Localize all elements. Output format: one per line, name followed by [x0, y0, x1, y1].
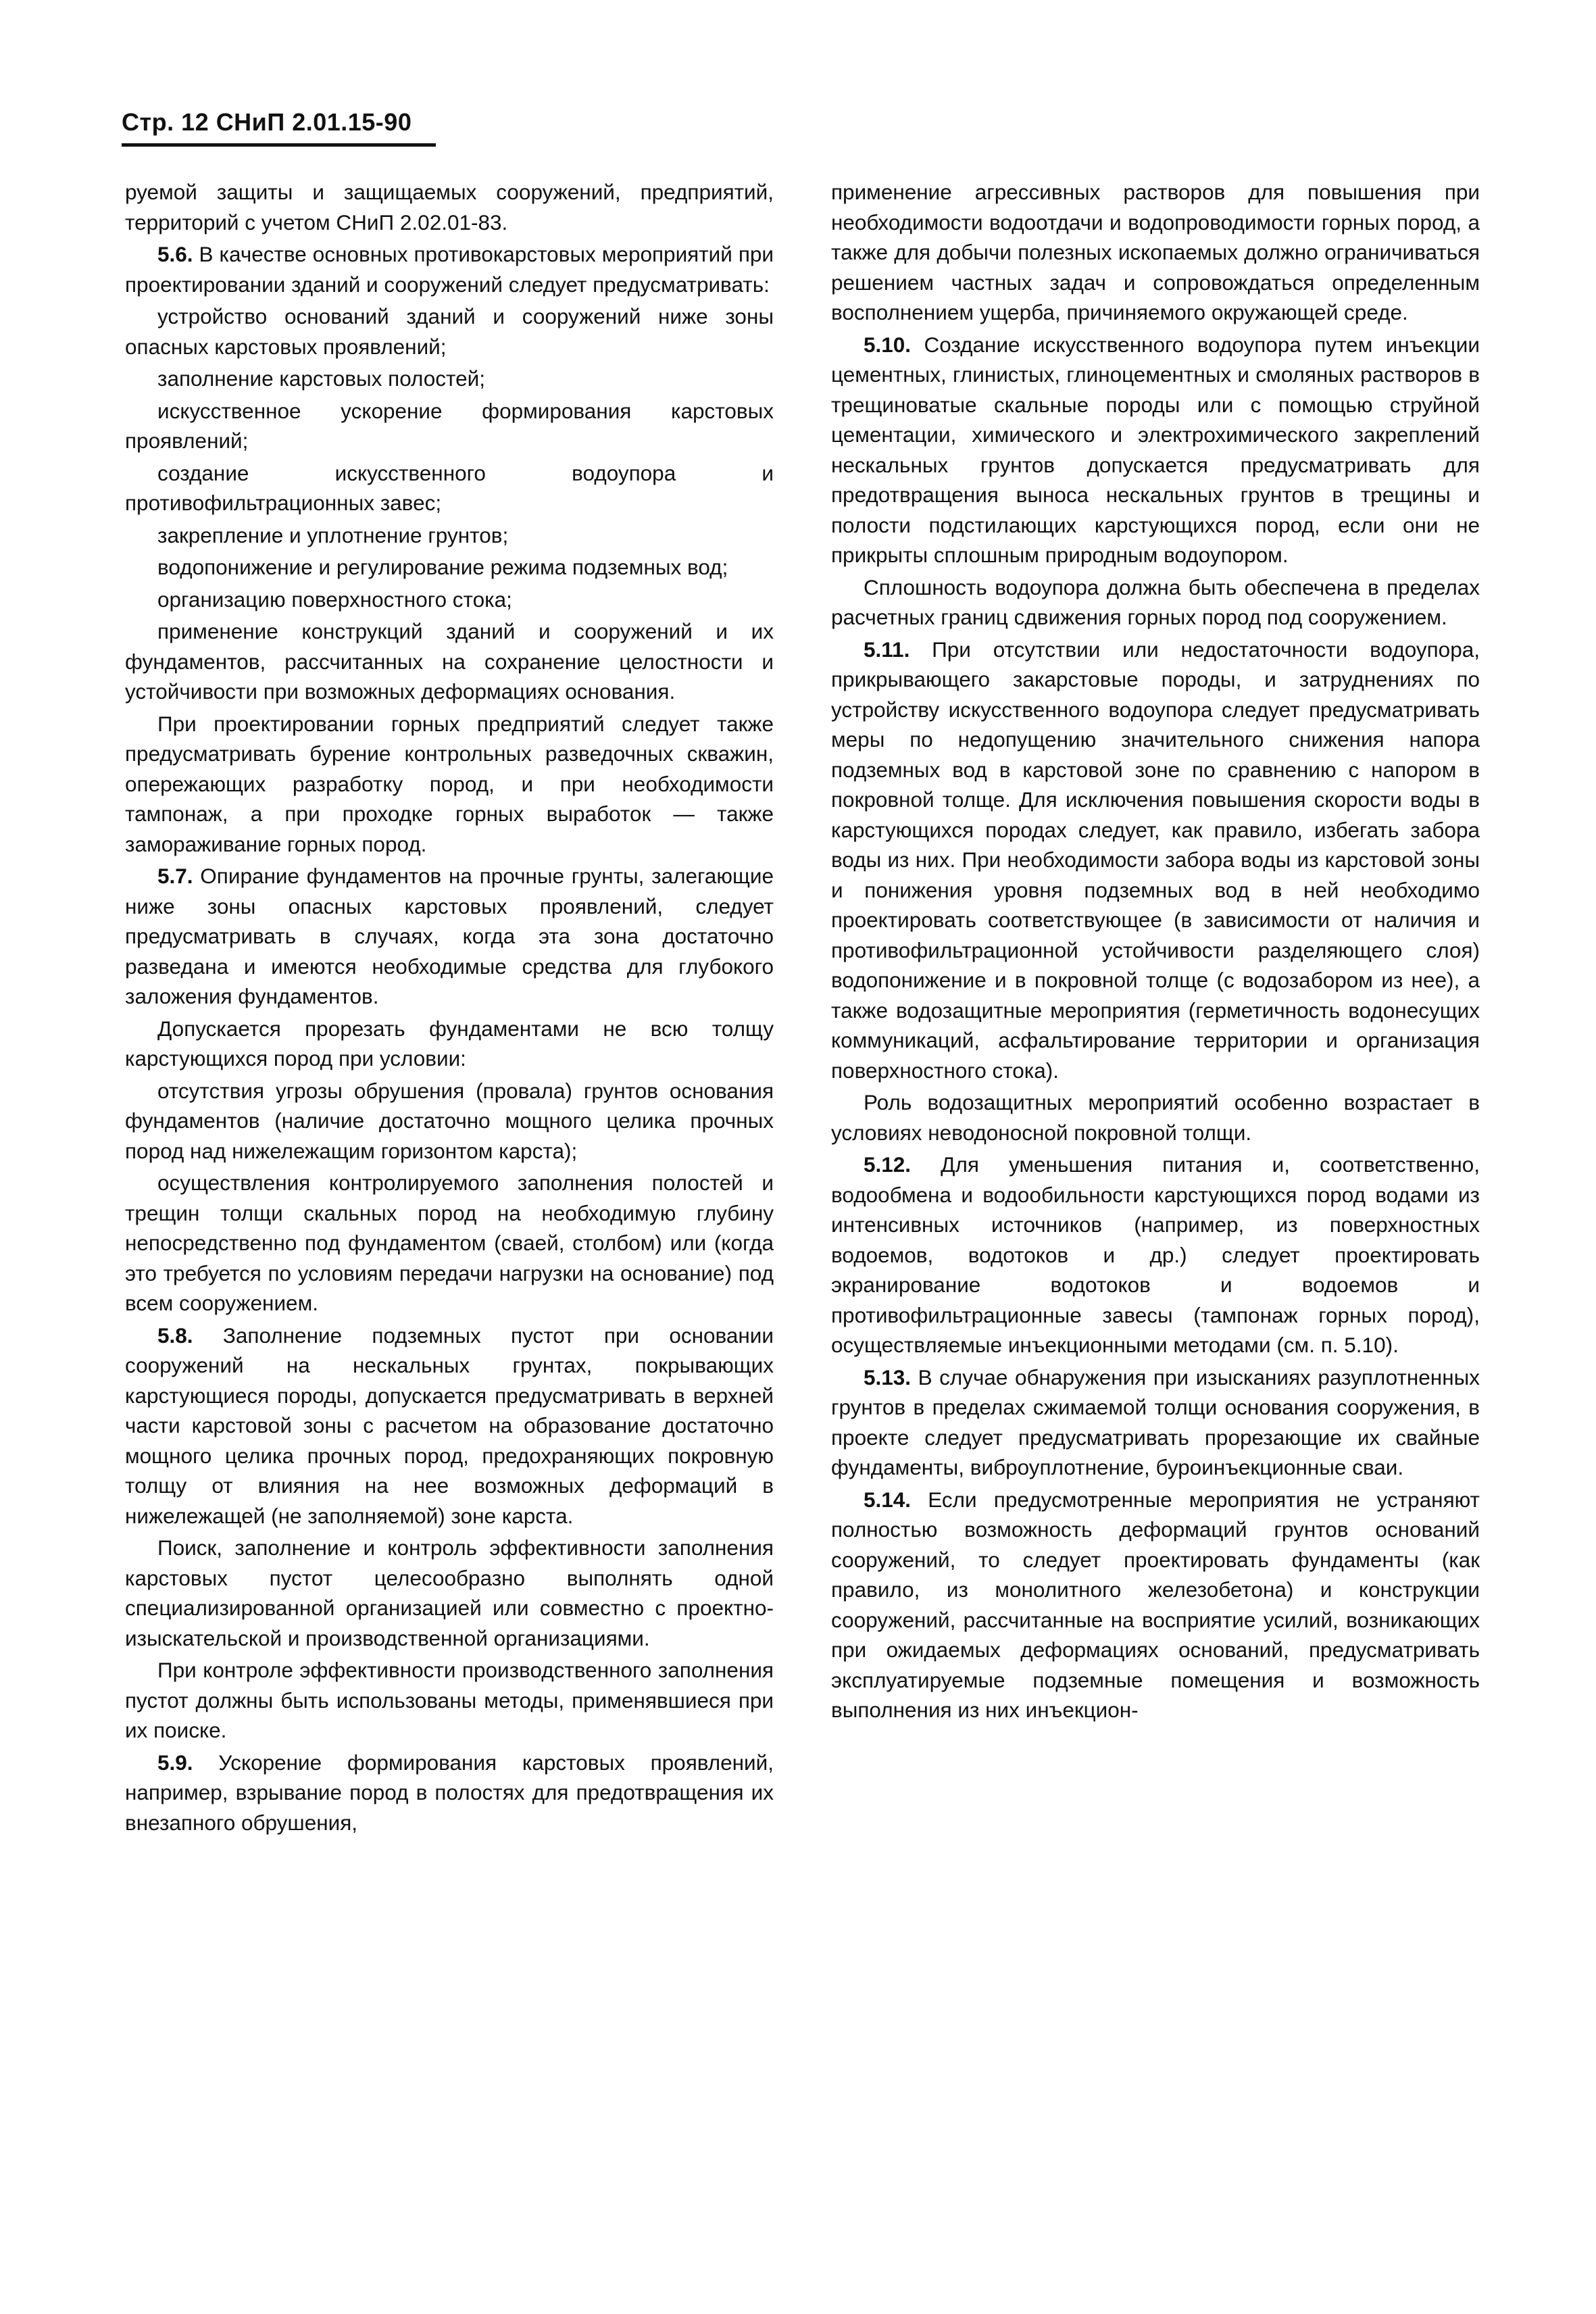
paragraph — [831, 1150, 1480, 1360]
paragraph — [125, 1076, 774, 1166]
paragraph — [125, 585, 774, 615]
page-header — [122, 108, 412, 137]
clause-number: 5.8. — [157, 1323, 193, 1348]
paragraph — [831, 330, 1480, 570]
paragraph-text: Роль водозащитных мероприятий особенно возрастает в условиях неводоносной покровной толщи. — [831, 1090, 1480, 1145]
paragraph — [125, 709, 774, 860]
paragraph-text: применение агрессивных растворов для повышения при необходимости водоотдачи и водопроводимости горных пород, а также для добычи полезных ископаемых должно ограничиваться решением частных задач и сопровождаться определенным восполнением ущерба, причиняемого окружающей среде. — [831, 180, 1480, 324]
paragraph — [831, 177, 1480, 328]
paragraph-text: закрепление и уплотнение грунтов; — [157, 522, 509, 547]
clause-number: 5.14. — [864, 1487, 912, 1512]
clause-number: 5.9. — [157, 1750, 193, 1775]
paragraph-text: Поиск, заполнение и контроль эффективности заполнения карстовых пустот целесообразно выполнять одной специализированной организацией или совместно с проектно-изыскательской и производственной организациями. — [125, 1535, 774, 1650]
paragraph — [831, 635, 1480, 1086]
clause-number: 5.6. — [157, 242, 193, 266]
paragraph-text: Сплошность водоупора должна быть обеспечена в пределах расчетных границ сдвижения горных пород под сооружением. — [831, 574, 1480, 629]
paragraph — [831, 1485, 1480, 1725]
paragraph — [125, 861, 774, 1012]
paragraph-text: Допускается прорезать фундаментами не всю толщу карстующихся пород при условии: — [125, 1016, 774, 1070]
paragraph-text: применение конструкций зданий и сооружений и их фундаментов, рассчитанных на сохранение целостности и устойчивости при возможных деформациях основания. — [125, 619, 774, 704]
paragraph-text: При проектировании горных предприятий следует также предусматривать бурение контрольных разведочных скважин, опережающих разработку пород, и при необходимости тампонаж, а при проходке горных выработок — также замораживание горных пород. — [125, 711, 774, 856]
paragraph — [125, 1655, 774, 1746]
paragraph-text: водопонижение и регулирование режима подземных вод; — [157, 555, 728, 579]
paragraph-text: осуществления контролируемого заполнения полостей и трещин толщи скальных пород на необходимую глубину непосредственно под фундаментом (свaей, столбом) или (когда это требуется по условиям передачи нагрузки на основание) под всем сооружением. — [125, 1171, 774, 1315]
paragraph-text: При контроле эффективности производственного заполнения пустот должны быть использованы методы, применявшиеся при их поиске. — [125, 1658, 774, 1742]
paragraph — [125, 1533, 774, 1653]
document-code: СНиП 2.01.15-90 — [216, 108, 412, 136]
header-rule — [122, 143, 436, 147]
right-column — [831, 177, 1480, 1727]
paragraph-text: В качестве основных противокарстовых мероприятий при проектировании зданий и сооружений следует предусматривать: — [125, 242, 774, 297]
paragraph — [125, 616, 774, 707]
paragraph — [125, 552, 774, 583]
paragraph — [125, 1748, 774, 1838]
paragraph-text: При отсутствии или недостаточности водоупора, прикрывающего закарстовые породы, и затруднениях по устройству искусственного водоупора следует предусматривать меры по недопущению значительного снижения напора подземных вод в карстовой зоне по сравнению с напором в покровной толще. Для исключения повышения скорости воды в карстующихся породах следует, как правило, избегать забора воды из них. При необходимости забора воды из карстовой зоны и понижения уровня подземных вод в ней необходимо проектировать соответствующее (в зависимости от наличия и противофильтрационной устойчивости разделяющего слоя) водопонижение и в покровной толще (с водозабором из нее), а также водозащитные мероприятия (герметичность водонесущих коммуникаций, асфальтирование территории и организация поверхностного стока). — [831, 637, 1480, 1083]
paragraph-text: Создание искусственного водоупора путем инъекции цементных, глинистых, глиноцементных и смоляных растворов в трещиноватые скальные породы или с помощью струйной цементации, химического и электрохимического закреплений нескальных грунтов допускается предусматривать для предотвращения выноса нескальных грунтов в трещины и полости подстилающих карстующихся пород, если они не прикрыты сплошным природным водоупором. — [831, 332, 1480, 567]
paragraph — [831, 1362, 1480, 1483]
paragraph — [125, 364, 774, 394]
paragraph-text: создание искусственного водоупора и противофильтрационных завес; — [125, 460, 774, 515]
paragraph — [831, 1087, 1480, 1148]
page-number: Стр. 12 — [122, 108, 209, 136]
clause-number: 5.12. — [864, 1152, 912, 1177]
paragraph-text: Если предусмотренные мероприятия не устраняют полностью возможность деформаций грунтов оснований сооружений, то следует проектировать фундаменты (как правило, из монолитного железобетона) и конструкции сооружений, рассчитанные на восприятие усилий, возникающих при ожидаемых деформациях оснований, предусматривать эксплуатируемые подземные помещения и возможность выполнения из них инъекцион- — [831, 1487, 1480, 1722]
paragraph-text: Опирание фундаментов на прочные грунты, залегающие ниже зоны опасных карстовых проявлений, следует предусматривать в случаях, когда эта зона достаточно разведана и имеются необходимые средства для глубокого заложения фундаментов. — [125, 864, 774, 1008]
paragraph-text: руемой защиты и защищаемых сооружений, предприятий, территорий с учетом СНиП 2.02.01-83. — [125, 180, 774, 235]
paragraph — [125, 458, 774, 518]
paragraph — [125, 301, 774, 362]
paragraph-text: устройство оснований зданий и сооружений ниже зоны опасных карстовых проявлений; — [125, 304, 774, 359]
paragraph — [125, 396, 774, 456]
paragraph — [125, 239, 774, 299]
paragraph-text: В случае обнаружения при изысканиях разуплотненных грунтов в пределах сжимаемой толщи основания сооружения, в проекте следует предусматривать прорезающие их свайные фундаменты, виброуплотнение, буроинъекционные сваи. — [831, 1364, 1480, 1479]
clause-number: 5.7. — [157, 864, 193, 888]
paragraph-text: организацию поверхностного стока; — [157, 587, 512, 612]
paragraph-text: заполнение карстовых полостей; — [157, 366, 485, 391]
clause-number: 5.13. — [864, 1364, 912, 1389]
paragraph — [125, 1014, 774, 1074]
left-column — [125, 177, 774, 1840]
paragraph-text: отсутствия угрозы обрушения (провала) грунтов основания фундаментов (наличие достаточно мощного целика прочных пород над нижележащим горизонтом карста); — [125, 1078, 774, 1163]
paragraph — [125, 1321, 774, 1531]
paragraph — [831, 572, 1480, 633]
paragraph-text: Ускорение формирования карстовых проявлений, например, взрывание пород в полостях для предотвращения их внезапного обрушения, — [125, 1750, 774, 1835]
paragraph-text: искусственное ускорение формирования карстовых проявлений; — [125, 398, 774, 453]
clause-number: 5.10. — [864, 332, 912, 357]
paragraph — [125, 520, 774, 551]
clause-number: 5.11. — [864, 637, 910, 662]
paragraph — [125, 177, 774, 237]
paragraph-text: Для уменьшения питания и, соответственно, водообмена и водообильности карстующихся пород водами из интенсивных источников (например, из поверхностных водоемов, водотоков и др.) следует проектировать экранирование водотоков и водоемов и противофильтрационные завесы (тампонаж горных пород), осуществляемые инъекционными методами (см. п. 5.10). — [831, 1152, 1480, 1357]
paragraph-text: Заполнение подземных пустот при основании сооружений на нескальных грунтах, покрывающих карстующиеся породы, допускается предусматривать в верхней части карстовой зоны с расчетом на образование достаточно мощного целика прочных пород, предохраняющих покровную толщу от влияния на нее возможных деформаций в нижележащей (не заполняемой) зоне карста. — [125, 1323, 774, 1528]
paragraph — [125, 1168, 774, 1319]
